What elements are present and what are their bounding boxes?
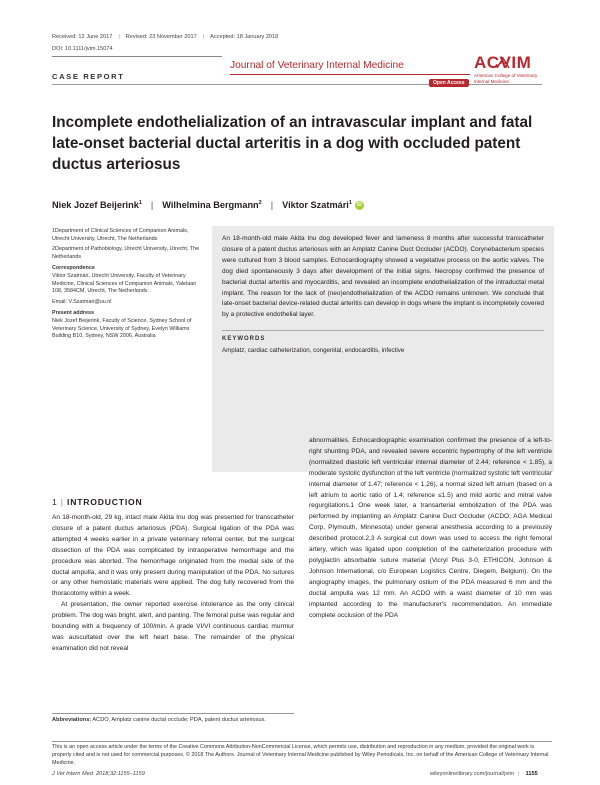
present-address-heading: Present address bbox=[52, 310, 94, 317]
body-column-right bbox=[309, 436, 552, 621]
affiliations-panel bbox=[52, 228, 202, 344]
open-access-badge: Open Access bbox=[429, 79, 469, 87]
page-number: 1155 bbox=[525, 771, 538, 777]
affiliation-2: 2Department of Pathobiology, Utrecht University, Utrecht, The Netherlands bbox=[52, 246, 200, 260]
author-separator: | bbox=[270, 200, 274, 211]
citation-footer: J Vet Intern Med. 2018;32:1155–1159 bbox=[52, 771, 145, 777]
logo-subtitle: American College of Veterinary Internal Medicine bbox=[474, 73, 538, 84]
doi-link[interactable]: DOI: 10.1111/jvim.15074 bbox=[52, 46, 113, 52]
publication-dates bbox=[52, 34, 278, 40]
date-separator: | bbox=[202, 34, 205, 40]
orcid-icon[interactable]: iD bbox=[356, 201, 362, 208]
header-divider bbox=[52, 56, 222, 57]
correspondence-address: Viktor Szatmári, Utrecht University, Faculty of Veterinary Medicine, Clinical Sciences of Companion Animals, Yalelaan 108, 3584CM, Utrecht, The Netherlands. bbox=[52, 272, 197, 295]
author-name[interactable]: Wilhelmina Bergmann$^2$ bbox=[162, 200, 262, 211]
abbreviations-text: ACDO, Amplatz canine ductal occlude; PDA, patent ductus arteriosus. bbox=[92, 717, 266, 723]
section-title: INTRODUCTION bbox=[67, 497, 143, 507]
author-separator: | bbox=[150, 200, 154, 211]
article-title: Incomplete endothelialization of an intravascular implant and fatal late-onset bacterial ductal arteritis in a dog with occluded patent ductus arteriosus bbox=[52, 114, 533, 173]
license-notice: This is an open access article under the terms of the Creative Commons Attribution-NonCommercial License, which permits use, distribution and reproduction in any medium, provided the original work is properly cited and is not used for commercial purposes. © 2018 The Authors. Journal of Veterinary Internal Medicine published by Wiley Periodicals, Inc. on behalf of the American College of Veterinary Internal Medicine. bbox=[52, 744, 549, 766]
keywords-list: Amplatz, cardiac catheterization, congenital, endocarditis, infective bbox=[222, 347, 405, 355]
accepted-date: Accepted: 18 January 2018 bbox=[210, 34, 279, 40]
section-number: 1 bbox=[52, 497, 57, 507]
author-name[interactable]: Niek Jozef Beijerink$^1$ bbox=[52, 200, 142, 211]
footer-right bbox=[430, 771, 538, 777]
logo-wordmark: ACVIM bbox=[474, 53, 532, 72]
abbreviations-label: Abbreviations: bbox=[52, 717, 92, 723]
abbreviations-divider bbox=[52, 713, 294, 714]
journal-title[interactable]: Journal of Veterinary Internal Medicine bbox=[230, 60, 404, 71]
article-type: CASE REPORT bbox=[52, 72, 125, 81]
journal-url-link[interactable]: wileyonlinelibrary.com/journal/jvim bbox=[430, 771, 515, 777]
received-date: Received: 12 June 2017 bbox=[52, 34, 113, 40]
paragraph: At presentation, the owner reported exercise intolerance as the only clinical problem. The dog was bright, alert, and panting. The femoral pulse was regular and bounding with a frequency of 100/min. A grade VI/VI continuous cardiac murmur was auscultated over the left heart base. The remainder of the physical examination did not reveal bbox=[52, 601, 294, 652]
paragraph: An 18-month-old, 29 kg, intact male Akita Inu dog was presented for transcatheter closure of a patent ductus arteriosus (PDA). Surgical ligation of the PDA was attempted 4 weeks earlier in a private veterinary referral center, but the surgical dissection of the PDA was complicated by intraoperative hemorrhage and the procedure was aborted. The hemorrhage originated from the medial side of the ductal ampulla, and it was only present during manipulation of the PDA. No sutures or any other hemostatic materials were applied. The dog fully recovered from the thoracotomy within a week. bbox=[52, 514, 294, 598]
section-separator: | bbox=[60, 497, 64, 507]
author-name[interactable]: Viktor Szatmári$^1$ bbox=[282, 200, 352, 211]
paragraph: abnormalities. Echocardiographic examination confirmed the presence of a left-to-right shunting PDA, and revealed severe eccentric hypertrophy of the left ventricle (normalized diastolic left ventricular internal diameter of 2.44; reference < 1.85), a moderate systolic dysfunction of the left ventricle (normalized systolic left ventricular internal diameter of 1.47; reference < 1.26), a normal sized left atrium (based on a left atrium to aortic ratio of 1.4; reference ≤1.5) and mild aortic and mitral valve regurgitations.1 One week later, a transarterial embolization of the PDA was performed by implanting an Amplatz Canine Duct Occluder (ACDO; AGA Medical Corp, Plymouth, Minnesota) under general anesthesia according to a previously described protocol.2,3 A surgical cut down was used to access the right femoral artery, which was ligated upon completion of the catheterization procedure with polyglactin absorbable suture material (Vicryl Plus 3-0, ETHICON, Johnson & Johnson International, c/o European Logistics Centre, Diegem, Belgium). On the angiography images, the pulmonary ostium of the PDA measured 6 mm and the ductal ampulla was 12 mm. An ACDO with a waist diameter of 10 mm was implanted according to the manufacturer's recommendation. An immediate complete occlusion of the PDA bbox=[309, 437, 552, 619]
keywords-divider bbox=[222, 330, 544, 331]
body-column-left bbox=[52, 513, 294, 655]
journal-title-underline bbox=[230, 74, 470, 75]
article-type-divider bbox=[52, 84, 542, 85]
section-heading-introduction bbox=[52, 497, 143, 507]
logo-symbol-icon bbox=[496, 57, 510, 69]
affiliation-1: 1Department of Clinical Sciences of Companion Animals, Utrecht University, Utrecht, The Netherlands bbox=[52, 228, 189, 242]
author-list bbox=[52, 200, 364, 210]
abbreviations-note bbox=[52, 716, 294, 724]
keywords-heading: KEYWORDS bbox=[222, 336, 266, 343]
correspondence-heading: Correspondence bbox=[52, 265, 95, 272]
abstract-text: An 18-month-old male Akita Inu dog developed fever and lameness 8 months after successful transcatheter closure of a patent ductus arteriosus with an Amplatz Canine Duct Occluder (ACDO). Corynebacterium species were cultured from 3 blood samples. Echocardiography showed a vegetative process on the aortic valves. The dog died spontaneously 3 days after development of the initial signs. Necropsy confirmed the presence of bacterial ductal arteritis and myocarditis, and revealed an incomplete endothelialization of the intraductal metal implant. The reason for the lack of (neo)endothelialization of the ACDO remains unknown. We conclude that late-onset bacterial device-related ductal arteritis can develop in dogs where the implant is incompletely covered by a protective endothelial layer. bbox=[222, 235, 544, 319]
correspondence-email[interactable]: Email: V.Szatmari@uu.nl bbox=[52, 298, 112, 305]
license-divider bbox=[52, 741, 552, 742]
date-separator: | bbox=[118, 34, 120, 40]
revised-date: Revised: 23 November 2017 bbox=[125, 34, 197, 40]
acvim-logo[interactable] bbox=[474, 54, 552, 84]
present-address: Niek Jozef Beijerink, Faculty of Science, Sydney School of Veterinary Science, University of Sydney, Evelyn Williams Building B10, Sydney, NSW 2006, Australia bbox=[52, 317, 192, 340]
footer-separator: | bbox=[518, 771, 520, 777]
